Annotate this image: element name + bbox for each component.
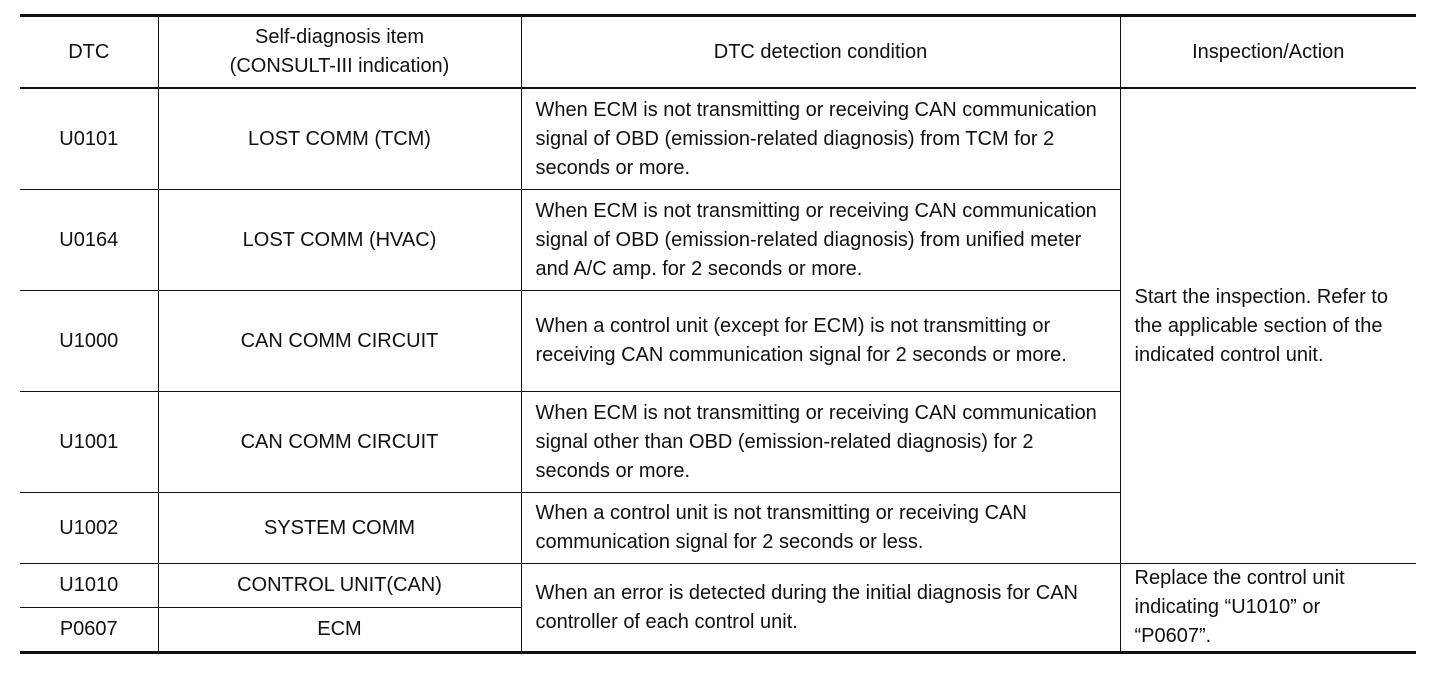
dtc-code: U1002: [20, 493, 158, 564]
inspection-action: Start the inspection. Refer to the applicable section of the indicated control unit.: [1120, 88, 1416, 564]
header-item-line1: Self-diagnosis item: [255, 26, 424, 48]
dtc-code: P0607: [20, 607, 158, 652]
dtc-code: U0164: [20, 190, 158, 291]
table-header-row: [20, 16, 1416, 89]
table-row: [20, 88, 1416, 190]
detection-condition: When an error is detected during the initial diagnosis for CAN controller of each control unit.: [521, 564, 1120, 653]
self-diagnosis-item: CAN COMM CIRCUIT: [158, 291, 521, 392]
header-inspection-action: Inspection/Action: [1120, 16, 1416, 89]
replace-action: Replace the control unit indicating “U1010” or “P0607”.: [1120, 564, 1416, 653]
self-diagnosis-item: LOST COMM (TCM): [158, 88, 521, 190]
detection-condition: When a control unit (except for ECM) is not transmitting or receiving CAN communication signal for 2 seconds or more.: [521, 291, 1120, 392]
header-item-line2: (CONSULT-III indication): [229, 55, 450, 77]
dtc-code: U1001: [20, 392, 158, 493]
header-dtc: DTC: [20, 16, 158, 89]
header-detection-condition: DTC detection condition: [521, 16, 1120, 89]
self-diagnosis-item: CONTROL UNIT(CAN): [158, 564, 521, 608]
self-diagnosis-item: ECM: [158, 607, 521, 652]
self-diagnosis-item: CAN COMM CIRCUIT: [158, 392, 521, 493]
table-row: [20, 564, 1416, 608]
detection-condition: When a control unit is not transmitting or receiving CAN communication signal for 2 seconds or less.: [521, 493, 1120, 564]
dtc-code: U1000: [20, 291, 158, 392]
detection-condition: When ECM is not transmitting or receiving CAN communication signal of OBD (emission-related diagnosis) from TCM for 2 seconds or more.: [521, 88, 1120, 190]
detection-condition: When ECM is not transmitting or receiving CAN communication signal of OBD (emission-related diagnosis) from unified meter and A/C amp. for 2 seconds or more.: [521, 190, 1120, 291]
dtc-table: [20, 14, 1416, 654]
detection-condition: When ECM is not transmitting or receiving CAN communication signal other than OBD (emission-related diagnosis) for 2 seconds or more.: [521, 392, 1120, 493]
dtc-code: U1010: [20, 564, 158, 608]
self-diagnosis-item: LOST COMM (HVAC): [158, 190, 521, 291]
dtc-code: U0101: [20, 88, 158, 190]
header-self-diagnosis-item: [158, 16, 521, 89]
self-diagnosis-item: SYSTEM COMM: [158, 493, 521, 564]
